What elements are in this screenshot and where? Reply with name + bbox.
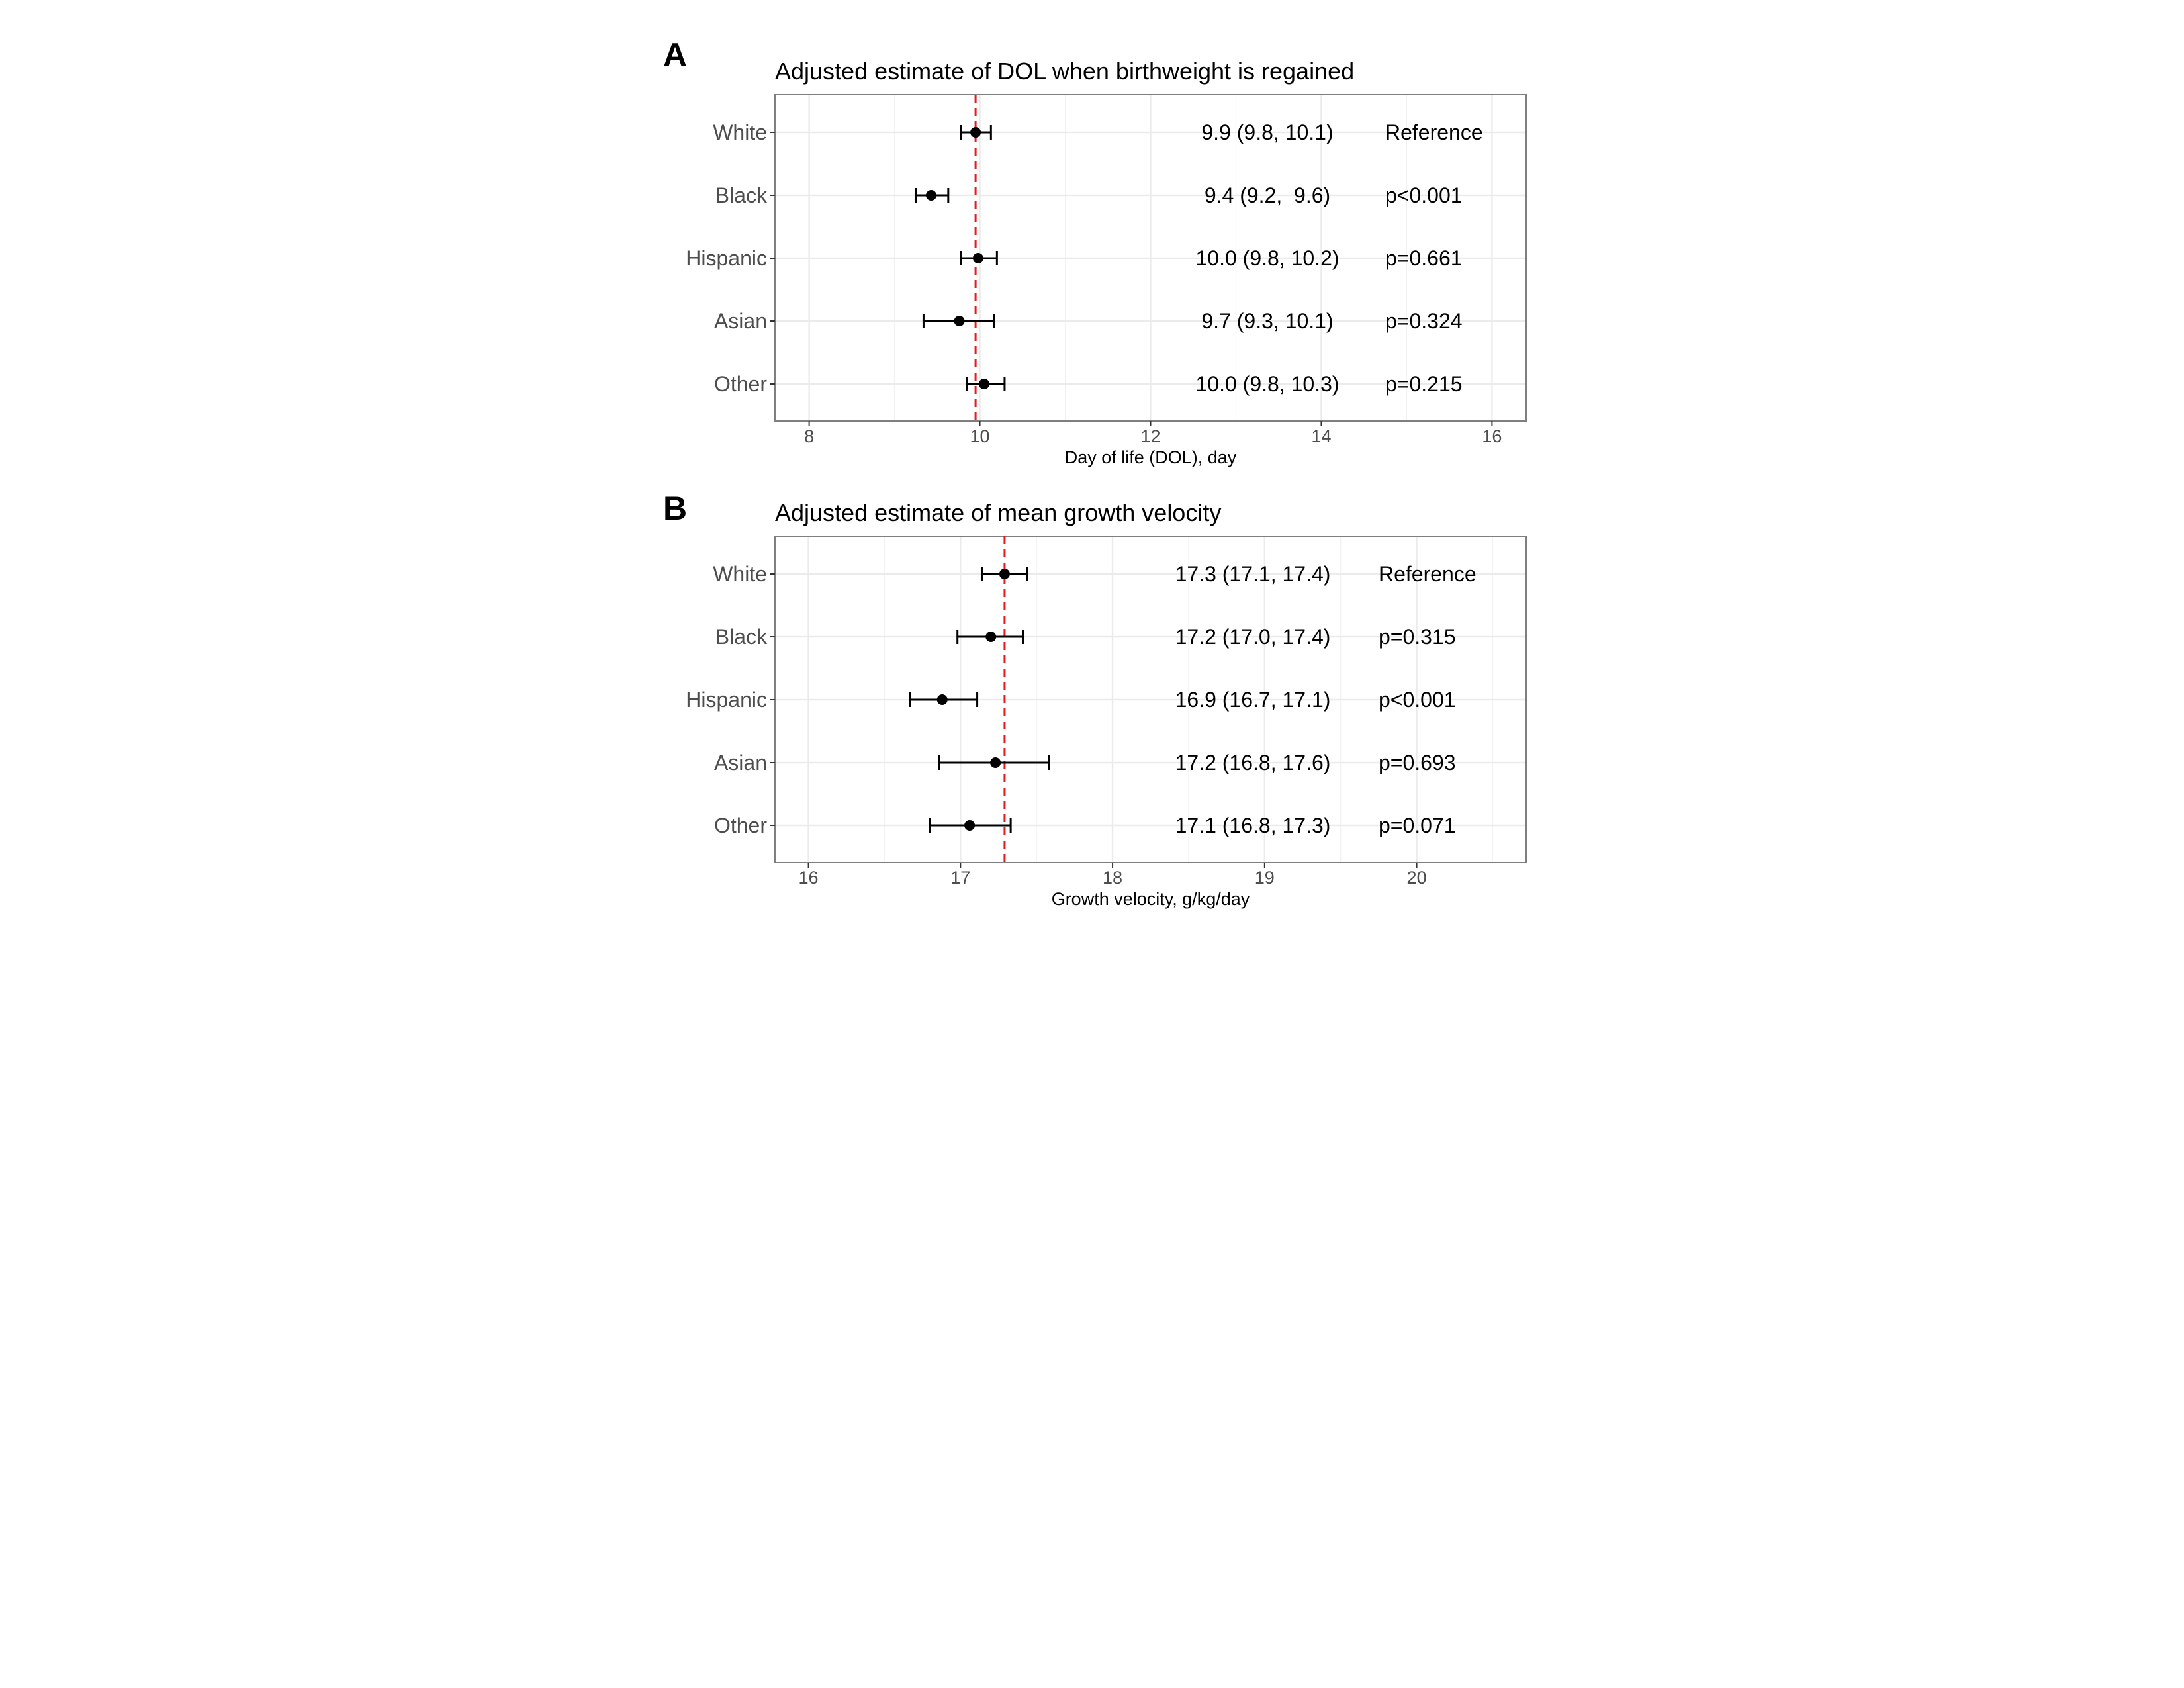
p-value-label: p=0.661: [1385, 246, 1463, 270]
chart-title: Adjusted estimate of mean growth velocity: [775, 499, 1222, 526]
category-label-asian: Asian: [713, 751, 767, 774]
panel-a: [663, 36, 1526, 467]
estimate-point: [990, 757, 1001, 768]
category-label-black: Black: [715, 625, 767, 649]
category-label-other: Other: [713, 372, 767, 396]
panel-letter: A: [663, 36, 688, 73]
estimate-label: 17.2 (16.8, 17.6): [1175, 751, 1331, 774]
estimate-point: [973, 253, 983, 263]
estimate-point: [926, 190, 936, 201]
p-value-label: p=0.693: [1379, 751, 1456, 774]
x-tick-label: 16: [798, 868, 819, 888]
estimate-label: 9.9 (9.8, 10.1): [1201, 120, 1334, 144]
estimate-label: 17.2 (17.0, 17.4): [1175, 625, 1331, 649]
x-tick-label: 18: [1103, 868, 1123, 888]
panel-b: [663, 490, 1526, 909]
x-tick-label: 12: [1140, 426, 1161, 446]
p-value-label: Reference: [1379, 562, 1477, 586]
estimate-point: [970, 127, 981, 138]
estimate-label: 10.0 (9.8, 10.3): [1195, 372, 1340, 396]
category-label-hispanic: Hispanic: [686, 688, 767, 712]
category-label-black: Black: [715, 183, 767, 207]
p-value-label: p=0.071: [1379, 814, 1456, 837]
estimate-point: [937, 694, 948, 705]
p-value-label: p=0.315: [1379, 625, 1456, 649]
estimate-label: 17.1 (16.8, 17.3): [1175, 814, 1331, 837]
p-value-label: p=0.324: [1385, 309, 1463, 333]
estimate-label: 9.4 (9.2, 9.6): [1204, 183, 1331, 207]
p-value-label: p<0.001: [1385, 183, 1463, 207]
x-tick-label: 17: [950, 868, 971, 888]
estimate-point: [964, 820, 975, 831]
category-label-other: Other: [713, 814, 767, 837]
estimate-point: [999, 569, 1010, 579]
estimate-point: [985, 632, 996, 642]
x-tick-label: 16: [1482, 426, 1502, 446]
x-tick-label: 19: [1254, 868, 1275, 888]
estimate-label: 16.9 (16.7, 17.1): [1175, 688, 1331, 712]
panel-letter: B: [663, 490, 688, 527]
estimate-label: 9.7 (9.3, 10.1): [1201, 309, 1334, 333]
x-axis-title: Growth velocity, g/kg/day: [1051, 889, 1250, 909]
x-tick-label: 20: [1406, 868, 1427, 888]
estimate-label: 17.3 (17.1, 17.4): [1175, 562, 1331, 586]
p-value-label: p=0.215: [1385, 372, 1463, 396]
category-label-asian: Asian: [713, 309, 767, 333]
estimate-point: [979, 379, 989, 389]
estimate-point: [954, 316, 965, 326]
x-tick-label: 10: [970, 426, 990, 446]
x-tick-label: 14: [1311, 426, 1332, 446]
x-tick-label: 8: [804, 426, 815, 446]
category-label-white: White: [713, 120, 767, 144]
category-label-hispanic: Hispanic: [686, 246, 767, 270]
estimate-label: 10.0 (9.8, 10.2): [1195, 246, 1340, 270]
x-axis-title: Day of life (DOL), day: [1064, 447, 1237, 467]
p-value-label: Reference: [1385, 120, 1483, 144]
category-label-white: White: [713, 562, 767, 586]
p-value-label: p<0.001: [1379, 688, 1456, 712]
chart-title: Adjusted estimate of DOL when birthweight is regained: [775, 58, 1355, 85]
